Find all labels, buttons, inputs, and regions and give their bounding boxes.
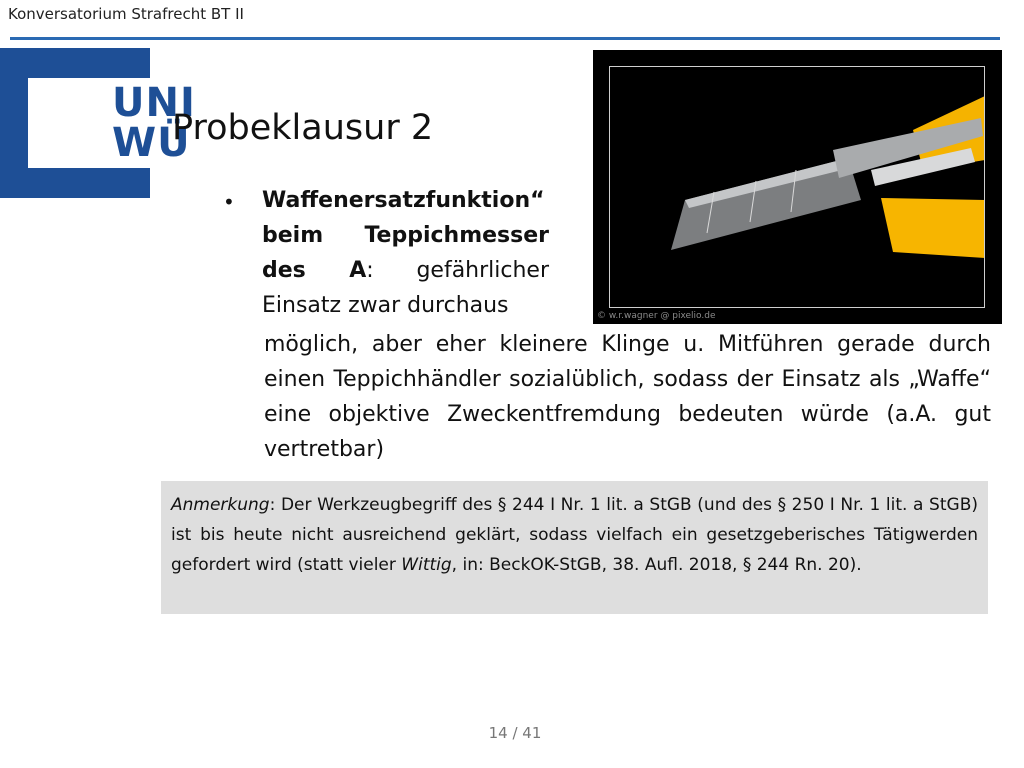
bullet-text-beside-photo	[262, 183, 549, 323]
bullet-marker: •	[223, 190, 235, 214]
logo-inner-panel	[28, 78, 196, 168]
photo-credit: © w.r.wagner @ pixelio.de	[597, 311, 716, 321]
annotation-label: Anmerkung	[171, 495, 270, 515]
page-number: 14 / 41	[488, 724, 542, 742]
header-divider	[10, 37, 1000, 40]
annotation-citation: , in: BeckOK-StGB, 38. Aufl. 2018, § 244 Rn. 20).	[451, 555, 862, 575]
course-title: Konversatorium Strafrecht BT II	[8, 5, 244, 23]
logo-text-line-1: UNI	[112, 80, 196, 126]
annotation-body: : Der Werkzeugbegriff des § 244 I Nr. 1 lit. a StGB (und des § 250 I Nr. 1 lit. a StGB) ist bis heute nicht ausreichend geklärt, sodass vielfach ein gesetzgeberisches Tätigwerden gefordert wird (statt vieler	[171, 495, 978, 575]
bullet-text-line-4: Einsatz zwar durchaus	[262, 293, 509, 318]
bullet-bold-term: Waffenersatzfunktion“ beim Teppichmesser des A	[262, 188, 549, 283]
annotation-text	[171, 490, 978, 580]
photo-frame	[609, 66, 985, 308]
annotation-box	[161, 481, 988, 614]
bullet-text-continuation: möglich, aber eher kleinere Klinge u. Mitführen gerade durch einen Teppichhändler sozialüblich, sodass der Einsatz als „Waffe“ eine objektive Zweckentfremdung bedeuten würde (a.A. gut vertretbar)	[264, 332, 991, 462]
university-logo	[0, 48, 196, 198]
annotation-author: Wittig	[401, 555, 452, 575]
logo-text-line-2: WÜ	[112, 120, 191, 166]
bullet-text-after-bold: : gefährlicher	[366, 258, 550, 283]
slide-title: Probeklausur 2	[172, 108, 434, 148]
